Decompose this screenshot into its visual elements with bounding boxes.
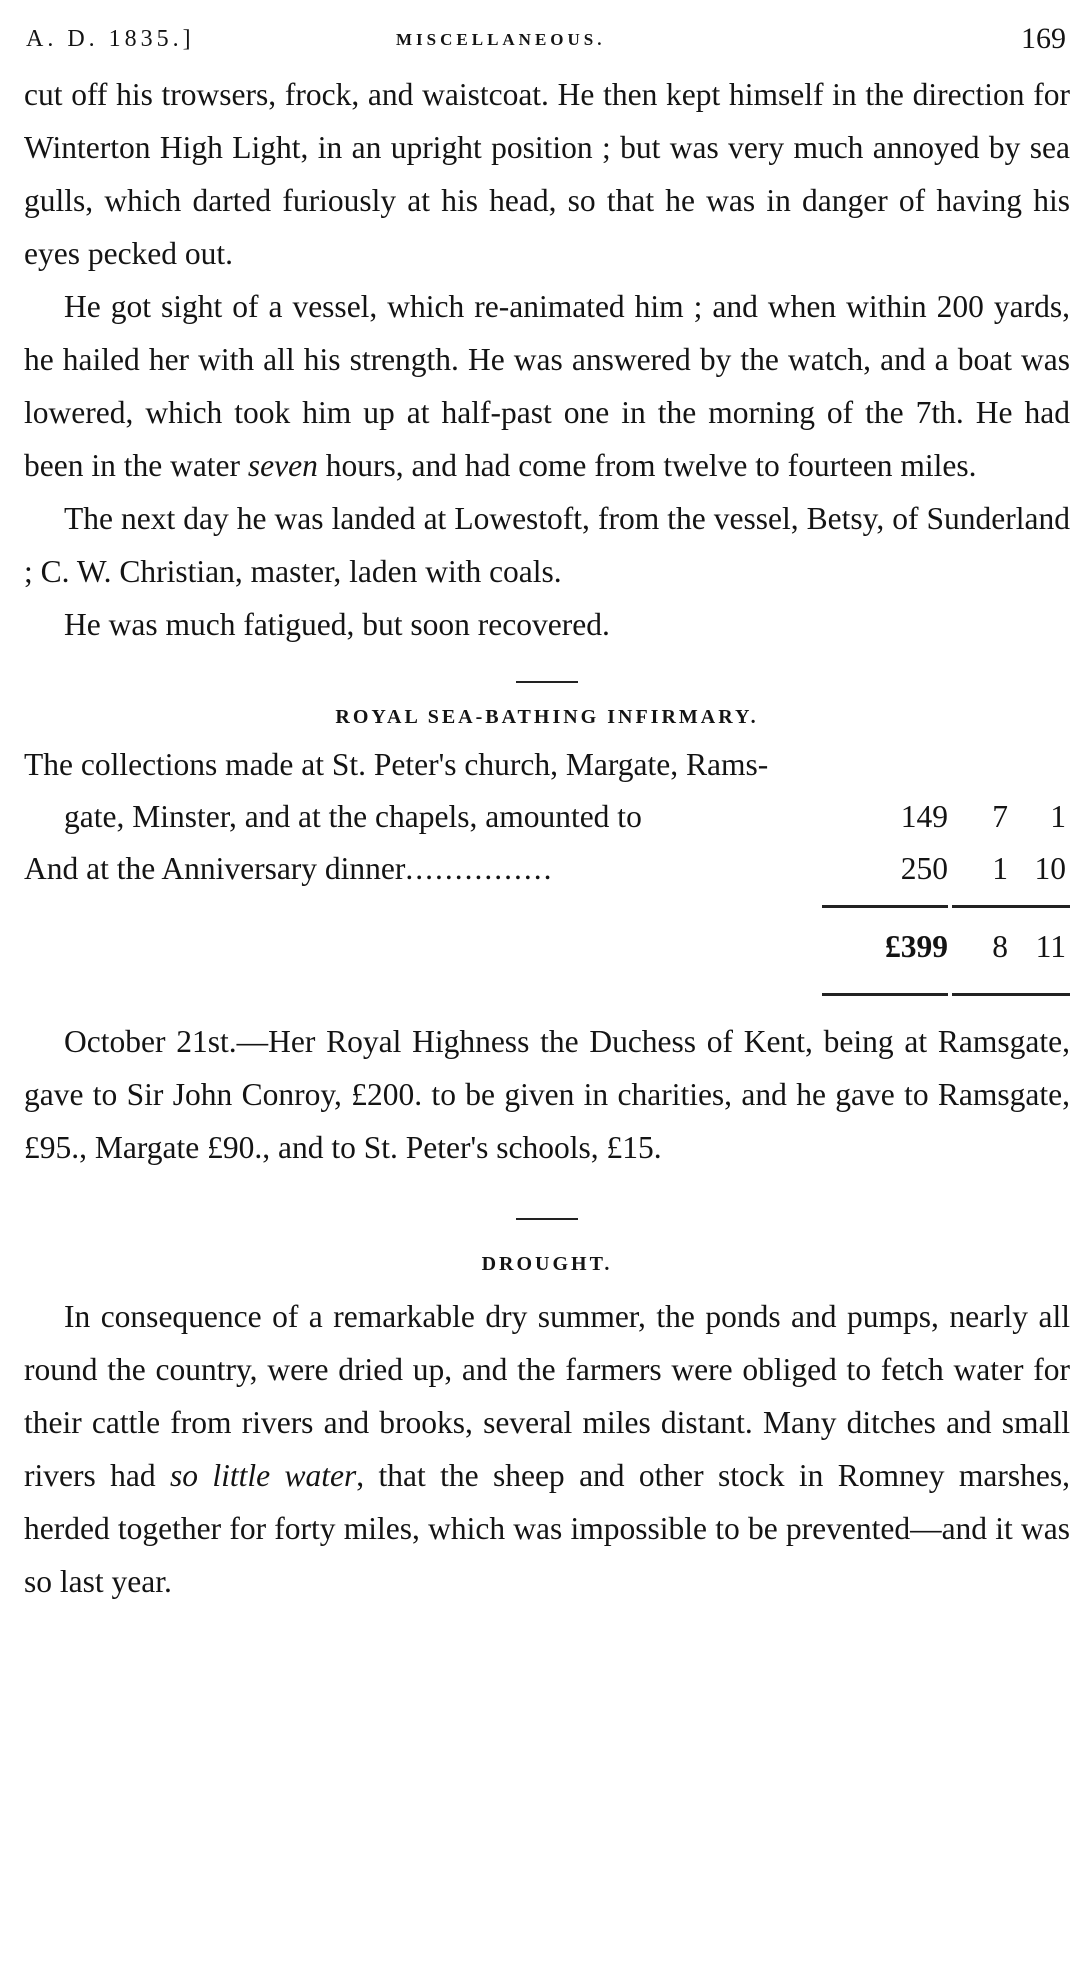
total-line xyxy=(24,917,1070,977)
paragraph-rescue-continued: cut off his trowsers, frock, and waistcoat. He then kept himself in the direction for Winterton High Light, in an upright position ; but was very much annoyed by sea gulls, which darted furiously at his head, so that he was in danger of having his eyes pecked out. xyxy=(24,77,1070,271)
paragraph-text: He got sight of a vessel, which re-animated him ; and when within 200 yards, he hailed her with all his strength. He was answered by the watch, and a boat was lowered, which took him up at half-past one in the morning of the 7th. He had been in the water xyxy=(24,289,1070,483)
amount-shillings: 7 xyxy=(992,799,1008,834)
account-label: And at the Anniversary dinner xyxy=(24,851,406,886)
dot-leaders: ............... xyxy=(405,851,554,886)
sum-rule xyxy=(822,993,948,996)
sum-rule xyxy=(822,905,948,908)
account-line xyxy=(24,843,1070,895)
paragraph-drought xyxy=(24,1290,1070,1608)
paragraph-text: In consequence of a remarkable dry summer, the ponds and pumps, nearly all round the country, were dried up, and the farmers were obliged to fetch water for their cattle from rivers and brooks, several miles distant. Many ditches and small rivers had xyxy=(24,1299,1070,1493)
amount-pence: 10 xyxy=(1034,851,1066,886)
section-divider xyxy=(516,1218,578,1220)
heading-drought: DROUGHT. xyxy=(481,1253,613,1275)
amount-shillings: 1 xyxy=(992,851,1008,886)
heading-infirmary: ROYAL SEA-BATHING INFIRMARY. xyxy=(335,706,759,728)
sum-rule xyxy=(952,905,1070,908)
account-total xyxy=(24,895,1070,1011)
account-text xyxy=(24,843,554,895)
account-text: gate, Minster, and at the chapels, amounted to xyxy=(64,799,642,834)
account-text: The collections made at St. Peter's church, Margate, Rams- xyxy=(24,747,769,782)
amount-pence: 1 xyxy=(1050,799,1066,834)
header-section-title: MISCELLANEOUS. xyxy=(396,30,606,49)
page-number: 169 xyxy=(1021,22,1066,55)
italic-emphasis: so little water xyxy=(169,1458,357,1493)
paragraph-duchess-of-kent: October 21st.—Her Royal Highness the Duchess of Kent, being at Ramsgate, gave to Sir John Conroy, £200. to be given in charities, and he gave to Ramsgate, £95., Margate £90., and to St. Peter's schools, £15. xyxy=(24,1024,1070,1165)
total-pounds: £399 xyxy=(885,929,948,964)
amount-pounds: 149 xyxy=(900,799,948,834)
sum-rule xyxy=(952,993,1070,996)
paragraph-recovered: He was much fatigued, but soon recovered. xyxy=(64,607,610,642)
total-pence: 11 xyxy=(1035,929,1066,964)
total-shillings: 8 xyxy=(992,929,1008,964)
book-page xyxy=(24,18,1070,1608)
account-line xyxy=(24,739,1070,791)
paragraph-landed-lowestoft: The next day he was landed at Lowestoft, from the vessel, Betsy, of Sunderland ; C. W. Christian, master, laden with coals. xyxy=(24,501,1070,589)
italic-emphasis: seven xyxy=(247,448,318,483)
account-line xyxy=(24,791,1070,843)
paragraph-text: hours, and had come from twelve to fourteen miles. xyxy=(317,448,977,483)
header-date: A. D. 1835.] xyxy=(26,26,195,52)
collections-account xyxy=(24,739,1070,1011)
section-divider xyxy=(516,681,578,683)
running-header xyxy=(24,18,1070,68)
paragraph-text: , that the sheep and other stock in Romney marshes, herded together for forty miles, which was impossible to be prevented—and it was so last year. xyxy=(24,1458,1071,1599)
amount-pounds: 250 xyxy=(900,851,948,886)
paragraph-vessel-sighted xyxy=(24,280,1070,492)
